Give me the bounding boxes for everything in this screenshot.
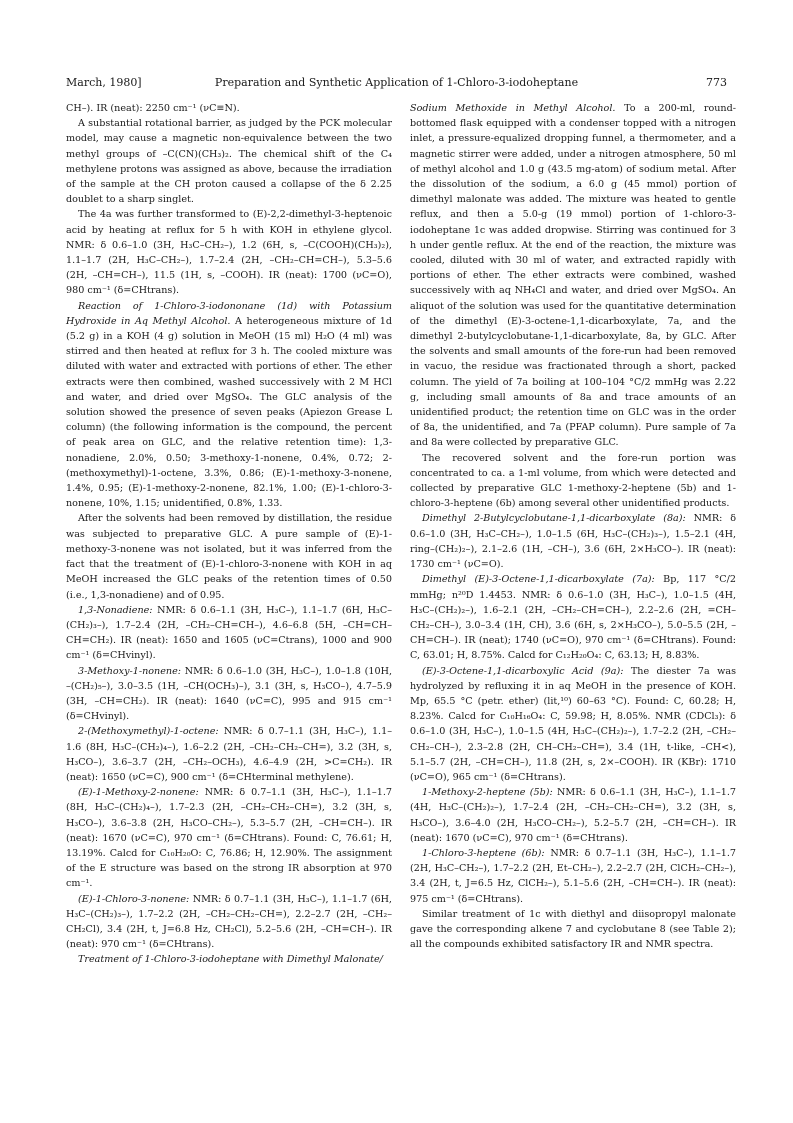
running-header: [66, 76, 727, 92]
page-number: 773: [706, 76, 727, 89]
paragraph-text: The 4a was further transformed to (E)-2,2-dimethyl-3-heptenoic acid by heating at reflux for 5 h with KOH in ethylene glycol. NMR: δ 0.6–1.0 (3H, H₃C–CH₂–), 1.2 (6H, s, –C(COOH)(CH₃)₂), 1.1–1.7 (2H, H₃C–CH₂–), 1.7–2.4 (2H, –CH₂–CH=CH–), 5.3–5.6 (2H, –CH=CH–), 11.5 (1H, s, –COOH). IR (neat): 1700 (νC=O), 980 cm⁻¹ (δ=CHtrans).: [66, 209, 392, 297]
paragraph: [410, 846, 736, 907]
paragraph-heading: 1,3-Nonadiene:: [78, 604, 153, 616]
paragraph-text: A substantial rotational barrier, as judged by the PCK molecular model, may cause a magnetic non-equivalence between the two methyl groups of –C(CN)(CH₃)₂. The chemical shift of the C₄ methylene protons was assigned as above, because the irradiation of the sample at the CH proton caused a collapse of the δ 2.25 doublet to a sharp singlet.: [66, 118, 392, 206]
paragraph: [410, 907, 736, 953]
paragraph-heading: 1-Methoxy-2-heptene (5b):: [422, 787, 553, 799]
paragraph: [66, 116, 392, 207]
paragraph-text: NMR: δ 0.6–1.1 (3H, H₃C–), 1.1–1.7 (6H, H₃C–(CH₂)₃–), 1.7–2.4 (2H, –CH₂–CH=CH–), 4.6–6.8 (5H, –CH=CH–CH=CH₂). IR (neat): 1650 and 1605 (νC=Ctrans), 1000 and 900 cm⁻¹ (δ=CHvinyl).: [66, 604, 392, 662]
paragraph-text: NMR: δ 0.7–1.1 (3H, H₃C–), 1.1–1.6 (8H, H₃C–(CH₂)₄–), 1.6–2.2 (2H, –CH₂–CH₂–CH=), 3.2 (3H, s, H₃CO–), 3.6–3.7 (2H, –CH₂–OCH₃), 4.6–4.9 (2H, >C=CH₂). IR (neat): 1650 (νC=C), 900 cm⁻¹ (δ=CHterminal methylene).: [66, 726, 393, 783]
paragraph: [66, 603, 392, 664]
paragraph-text: NMR: δ 0.6–1.0 (3H, H₃C–CH₂–), 1.0–1.5 (6H, H₃C–(CH₂)₃–), 1.5–2.1 (4H, ring–(CH₂)₂–), 2.1–2.6 (1H, –CH–), 3.6 (6H, 2×H₃CO–). IR (neat): 1730 cm⁻¹ (νC=O).: [410, 513, 736, 571]
paragraph-text: After the solvents had been removed by distillation, the residue was subjected to preparative GLC. A pure sample of (E)-1-methoxy-3-nonene was not isolated, but it was inferred from the fact that the treatment of (E)-1-chloro-3-nonene with KOH in aq MeOH increased the GLC peaks of the retention times of 0.50 (i.e., 1,3-nonadiene) and of 0.95.: [66, 513, 392, 601]
paragraph-heading: Dimethyl (E)-3-Octene-1,1-dicarboxylate (7a):: [422, 574, 655, 586]
paragraph-text: NMR: δ 0.6–1.1 (3H, H₃C–), 1.1–1.7 (4H, H₃C–(CH₂)₂–), 1.7–2.4 (2H, –CH₂–CH₂–CH=), 3.2 (3H, s, H₃CO–), 3.6–4.0 (2H, H₃CO–CH₂–), 5.2–5.7 (2H, –CH=CH–). IR (neat): 1670 (νC=C), 970 cm⁻¹ (δ=CHtrans).: [410, 787, 736, 844]
paragraph: [66, 892, 392, 953]
paragraph: [410, 101, 736, 451]
paragraph-heading: 1-Chloro-3-heptene (6b):: [422, 847, 545, 859]
paragraph: [66, 101, 392, 116]
left-column: [66, 101, 392, 968]
paragraph-heading: 2-(Methoxymethyl)-1-octene:: [78, 726, 219, 738]
paragraph: [66, 785, 392, 891]
paragraph-heading: (E)-3-Octene-1,1-dicarboxylic Acid (9a):: [422, 665, 624, 677]
paragraph-heading: Sodium Methoxide in Methyl Alcohol.: [410, 103, 616, 114]
paragraph-text: CH–). IR (neat): 2250 cm⁻¹ (νC≡N).: [66, 103, 240, 114]
paragraph: [66, 511, 392, 602]
paragraph-text: A heterogeneous mixture of 1d (5.2 g) in a KOH (4 g) solution in MeOH (15 ml) H₂O (4 ml) was stirred and then heated at reflux for 3 h. The cooled mixture was diluted with water and extracted with portions of ether. The ether extracts were then combined, washed successively with 2 M HCl and water, and dried over MgSO₄. The GLC analysis of the solution showed the presence of seven peaks (Apiezon Grease L column) (the following information is the compound, the percent of peak area on GLC, and the relative retention time): 1,3-nonadiene, 2.0%, 0.50; 3-methoxy-1-nonene, 0.4%, 0.72; 2-(methoxymethyl)-1-octene, 3.3%, 0.86; (E)-1-methoxy-3-nonene, 1.4%, 0.95; (E)-1-methoxy-2-nonene, 82.1%, 1.00; (E)-1-chloro-3-nonene, 10%, 1.15; unidentified, 0.8%, 1.33.: [66, 315, 392, 510]
right-column: [410, 101, 736, 952]
paragraph: [410, 785, 736, 846]
paragraph: [66, 724, 392, 785]
paragraph-text: NMR: δ 0.7–1.1 (3H, H₃C–), 1.1–1.7 (2H, H₃C–CH₂–), 1.7–2.2 (2H, Et–CH₂–), 2.2–2.7 (2H, ClCH₂–CH₂–), 3.4 (2H, t, J=6.5 Hz, ClCH₂–), 5.1–5.6 (2H, –CH=CH–). IR (neat): 975 cm⁻¹ (δ=CHtrans).: [410, 847, 736, 905]
paragraph: [410, 572, 736, 663]
paragraph-heading: Reaction of 1-Chloro-3-iodononane (1d) with Potassium Hydroxide in Aq Methyl Alcohol.: [66, 300, 392, 327]
paragraph-text: To a 200-ml, round-bottomed flask equipped with a condenser topped with a nitrogen inlet, a pressure-equalized dropping funnel, a thermometer, and a magnetic stirrer were added, under a nitrogen atmosphere, 50 ml of methyl alcohol and 1.0 g (43.5 mg-atom) of sodium metal. After the dissolution of the sodium, a 6.0 g (45 mmol) portion of dimethyl malonate was added. The mixture was heated to gentle reflux, and then a 5.0-g (19 mmol) portion of 1-chloro-3-iodoheptane 1c was added dropwise. Stirring was continued for 3 h under gentle reflux. At the end of the reaction, the mixture was cooled, diluted with 30 ml of water, and extracted rapidly with portions of ether. The ether extracts were combined, washed successively with aq NH₄Cl and water, and dried over MgSO₄. An aliquot of the solution was used for the quantitative determination of the dimethyl (E)-3-octene-1,1-dicarboxylate, 7a, and the dimethyl 2-butylcyclobutane-1,1-dicarboxylate, 8a, by GLC. After the solvents and small amounts of the fore-run had been removed in vacuo, the residue was fractionated through a short, packed column. The yield of 7a boiling at 100–104 °C/2 mmHg was 2.22 g, including small amounts of 8a and trace amounts of an unidentified product; the retention time on GLC was in the order of 8a, the unidentified, and 7a (PFAP column). Pure sample of 7a and 8a were collected by preparative GLC.: [410, 103, 736, 449]
paragraph-text: NMR: δ 0.7–1.1 (3H, H₃C–), 1.1–1.7 (8H, H₃C–(CH₂)₄–), 1.7–2.3 (2H, –CH₂–CH₂–CH=), 3.2 (3H, s, H₃CO–), 3.6–3.8 (2H, H₃CO–CH₂–), 5.3–5.7 (2H, –CH=CH–). IR (neat): 1670 (νC=C), 970 cm⁻¹ (δ=CHtrans). Found: C, 76.61; H, 13.19%. Calcd for C₁₀H₂₀O: C, 76.86; H, 12.90%. The assignment of the E structure was based on the strong IR absorption at 970 cm⁻¹.: [66, 787, 392, 890]
paragraph-text: NMR: δ 0.7–1.1 (3H, H₃C–), 1.1–1.7 (6H, H₃C–(CH₂)₃–), 1.7–2.2 (2H, –CH₂–CH₂–CH=), 2.2–2.7 (2H, –CH₂–CH₂Cl), 3.4 (2H, t, J=6.8 Hz, CH₂Cl), 5.2–5.6 (2H, –CH=CH–). IR (neat): 970 cm⁻¹ (δ=CHtrans).: [66, 893, 392, 951]
paragraph-heading: (E)-1-Methoxy-2-nonene:: [78, 787, 199, 799]
paragraph-text: Similar treatment of 1c with diethyl and diisopropyl malonate gave the corresponding alkene 7 and cyclobutane 8 (see Table 2); all the compounds exhibited satisfactory IR and NMR spectra.: [410, 908, 736, 951]
paragraph-text: The diester 7a was hydrolyzed by refluxing it in aq MeOH in the presence of KOH. Mp, 65.5 °C (petr. ether) (lit,¹⁰) 60–63 °C). Found: C, 60.28; H, 8.23%. Calcd for C₁₀H₁₆O₄: C, 59.98; H, 8.05%. NMR (CDCl₃): δ 0.6–1.0 (3H, H₃C–), 1.0–1.5 (4H, H₃C–(CH₂)₂–), 1.7–2.2 (2H, –CH₂–CH₂–CH–), 2.3–2.8 (2H, CH–CH₂–CH=), 3.4 (1H, t-like, –CH<), 5.1–5.7 (2H, –CH=CH–), 11.8 (2H, s, 2×–COOH). IR (KBr): 1710 (νC=O), 965 cm⁻¹ (δ=CHtrans).: [410, 665, 736, 783]
paragraph-text: NMR: δ 0.6–1.0 (3H, H₃C–), 1.0–1.8 (10H, –(CH₂)₅–), 3.0–3.5 (1H, –CH(OCH₃)–), 3.1 (3H, s, H₃CO–), 4.7–5.9 (3H, –CH=CH₂). IR (neat): 1640 (νC=C), 995 and 915 cm⁻¹ (δ=CHvinyl).: [66, 665, 392, 723]
paragraph-text: The recovered solvent and the fore-run portion was concentrated to ca. a 1-ml volume, from which were detected and collected by preparative GLC 1-methoxy-2-heptene (5b) and 1-chloro-3-heptene (6b) among several other unidentified products.: [410, 452, 736, 510]
paragraph: [410, 511, 736, 572]
paragraph: [66, 207, 392, 298]
paragraph: [66, 664, 392, 725]
paragraph: [66, 952, 392, 967]
paragraph-heading: Dimethyl 2-Butylcyclobutane-1,1-dicarboxylate (8a):: [422, 513, 686, 525]
paragraph-heading: (E)-1-Chloro-3-nonene:: [78, 893, 190, 905]
paragraph: [66, 299, 392, 512]
running-title: Preparation and Synthetic Application of 1-Chloro-3-iodoheptane: [214, 76, 579, 89]
paragraph: [410, 664, 736, 786]
paragraph: [410, 451, 736, 512]
issue-date: March, 1980]: [66, 76, 142, 89]
paragraph-heading: 3-Methoxy-1-nonene:: [78, 665, 181, 677]
paragraph-text: Bp, 117 °C/2 mmHg; n²⁰D 1.4453. NMR: δ 0.6–1.0 (3H, H₃C–), 1.0–1.5 (4H, H₃C–(CH₂)₂–), 1.6–2.1 (2H, –CH₂–CH=CH–), 2.2–2.6 (2H, =CH–CH₂–CH–), 3.0–3.4 (1H, CH), 3.6 (6H, s, 2×H₃CO–), 5.0–5.5 (2H, –CH=CH–). IR (neat); 1740 (νC=O), 970 cm⁻¹ (δ=CHtrans). Found: C, 63.01; H, 8.75%. Calcd for C₁₂H₂₀O₄: C, 63.13; H, 8.83%.: [410, 574, 736, 662]
paragraph-heading: Treatment of 1-Chloro-3-iodoheptane with Dimethyl Malonate/: [78, 954, 383, 966]
